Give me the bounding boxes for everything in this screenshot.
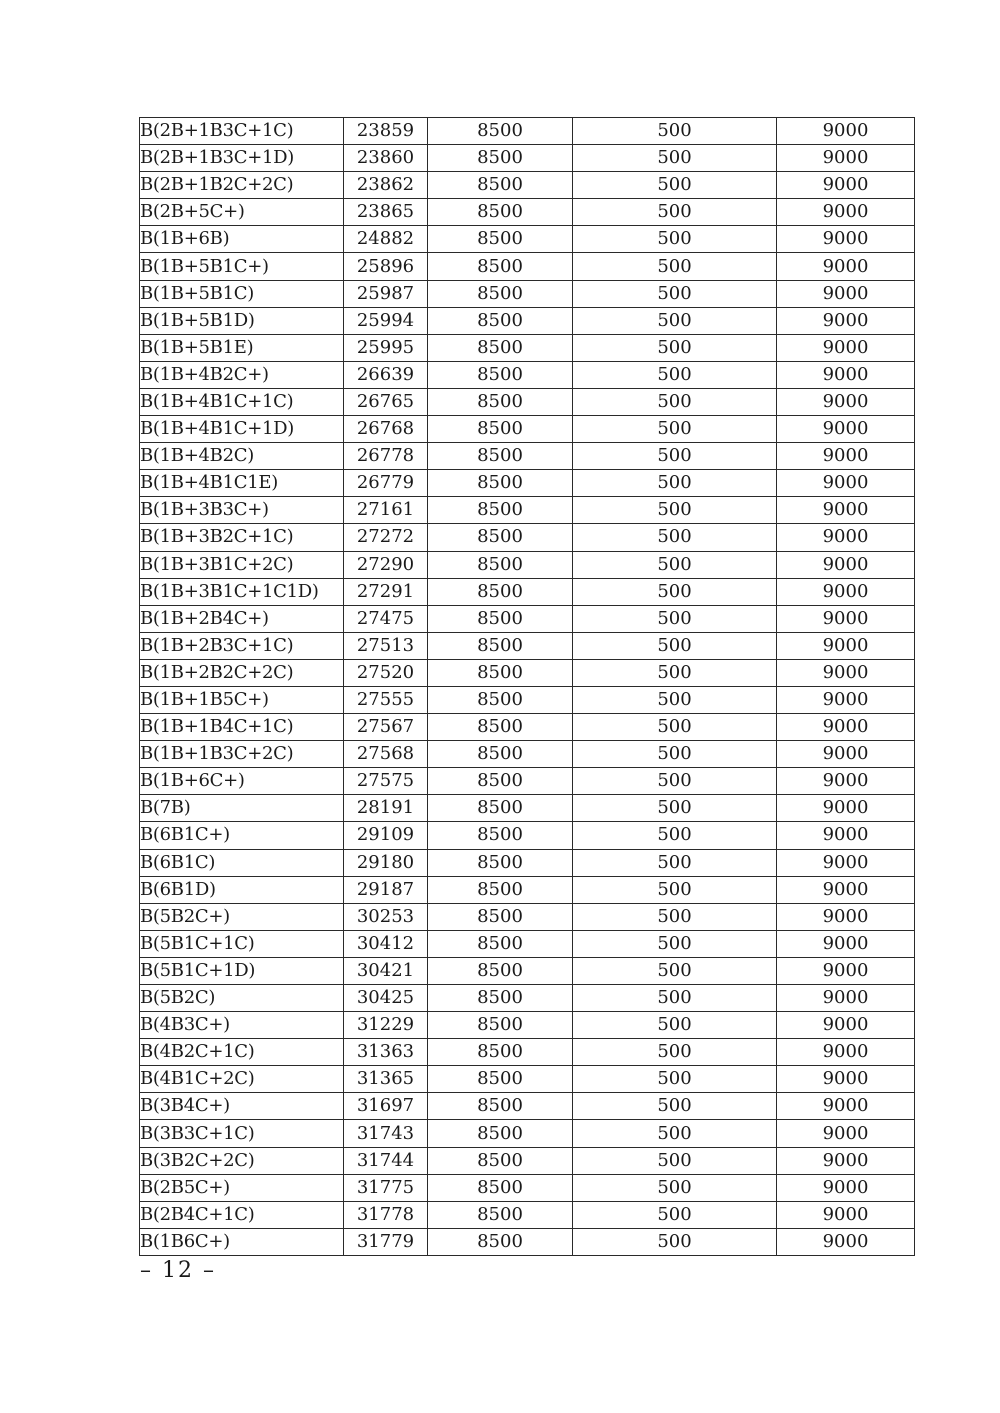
cell-value-b: 500 — [573, 280, 777, 307]
table-row — [140, 578, 915, 605]
cell-value-b: 500 — [573, 849, 777, 876]
table-row — [140, 632, 915, 659]
cell-id: 27161 — [344, 497, 428, 524]
cell-value-b: 500 — [573, 795, 777, 822]
cell-value-a: 8500 — [428, 1093, 573, 1120]
cell-code: B(7B) — [140, 795, 344, 822]
cell-code: B(1B+3B2C+1C) — [140, 524, 344, 551]
cell-value-b: 500 — [573, 1174, 777, 1201]
cell-value-c: 9000 — [777, 226, 915, 253]
cell-id: 27568 — [344, 741, 428, 768]
table-row — [140, 659, 915, 686]
cell-value-b: 500 — [573, 470, 777, 497]
table-row — [140, 768, 915, 795]
cell-value-c: 9000 — [777, 199, 915, 226]
table-row — [140, 443, 915, 470]
cell-value-b: 500 — [573, 172, 777, 199]
cell-id: 30425 — [344, 985, 428, 1012]
table-row — [140, 388, 915, 415]
cell-value-b: 500 — [573, 1012, 777, 1039]
cell-id: 25994 — [344, 307, 428, 334]
cell-value-c: 9000 — [777, 876, 915, 903]
cell-value-c: 9000 — [777, 388, 915, 415]
cell-code: B(4B3C+) — [140, 1012, 344, 1039]
cell-id: 31743 — [344, 1120, 428, 1147]
cell-code: B(3B3C+1C) — [140, 1120, 344, 1147]
cell-value-a: 8500 — [428, 1039, 573, 1066]
table-row — [140, 307, 915, 334]
cell-value-c: 9000 — [777, 605, 915, 632]
table-row — [140, 524, 915, 551]
cell-id: 25995 — [344, 334, 428, 361]
table-row — [140, 741, 915, 768]
table-row — [140, 1120, 915, 1147]
cell-code: B(6B1C) — [140, 849, 344, 876]
cell-code: B(5B1C+1D) — [140, 957, 344, 984]
cell-value-c: 9000 — [777, 551, 915, 578]
cell-value-a: 8500 — [428, 903, 573, 930]
cell-value-b: 500 — [573, 1228, 777, 1255]
cell-id: 29180 — [344, 849, 428, 876]
cell-value-c: 9000 — [777, 686, 915, 713]
cell-code: B(1B+1B4C+1C) — [140, 714, 344, 741]
cell-id: 31778 — [344, 1201, 428, 1228]
cell-code: B(1B+4B1C+1C) — [140, 388, 344, 415]
cell-code: B(2B4C+1C) — [140, 1201, 344, 1228]
cell-value-a: 8500 — [428, 334, 573, 361]
table-row — [140, 605, 915, 632]
cell-value-a: 8500 — [428, 551, 573, 578]
table-row — [140, 1066, 915, 1093]
cell-value-c: 9000 — [777, 1120, 915, 1147]
cell-value-c: 9000 — [777, 1147, 915, 1174]
table-row — [140, 1093, 915, 1120]
table-row — [140, 497, 915, 524]
table-row — [140, 1147, 915, 1174]
cell-code: B(2B5C+) — [140, 1174, 344, 1201]
cell-value-a: 8500 — [428, 876, 573, 903]
table-row — [140, 199, 915, 226]
cell-id: 26779 — [344, 470, 428, 497]
cell-id: 31229 — [344, 1012, 428, 1039]
cell-value-b: 500 — [573, 1120, 777, 1147]
cell-value-c: 9000 — [777, 659, 915, 686]
cell-id: 27567 — [344, 714, 428, 741]
table-row — [140, 226, 915, 253]
cell-code: B(1B+4B1C+1D) — [140, 416, 344, 443]
cell-value-b: 500 — [573, 199, 777, 226]
cell-value-b: 500 — [573, 1093, 777, 1120]
cell-value-c: 9000 — [777, 741, 915, 768]
cell-value-a: 8500 — [428, 1228, 573, 1255]
cell-id: 25987 — [344, 280, 428, 307]
table-row — [140, 118, 915, 145]
table-row — [140, 551, 915, 578]
cell-id: 31365 — [344, 1066, 428, 1093]
cell-value-b: 500 — [573, 334, 777, 361]
cell-value-a: 8500 — [428, 795, 573, 822]
table-row — [140, 686, 915, 713]
table-row — [140, 145, 915, 172]
cell-code: B(1B+4B2C+) — [140, 361, 344, 388]
cell-value-c: 9000 — [777, 1174, 915, 1201]
cell-value-b: 500 — [573, 957, 777, 984]
table-row — [140, 822, 915, 849]
cell-code: B(1B+5B1C+) — [140, 253, 344, 280]
cell-id: 27555 — [344, 686, 428, 713]
cell-code: B(1B+2B2C+2C) — [140, 659, 344, 686]
cell-id: 27272 — [344, 524, 428, 551]
cell-code: B(2B+1B3C+1D) — [140, 145, 344, 172]
cell-value-a: 8500 — [428, 578, 573, 605]
cell-value-c: 9000 — [777, 1228, 915, 1255]
cell-code: B(1B+3B1C+2C) — [140, 551, 344, 578]
cell-value-a: 8500 — [428, 416, 573, 443]
cell-value-a: 8500 — [428, 632, 573, 659]
cell-value-a: 8500 — [428, 524, 573, 551]
cell-value-a: 8500 — [428, 741, 573, 768]
table-row — [140, 334, 915, 361]
cell-id: 27291 — [344, 578, 428, 605]
cell-id: 30421 — [344, 957, 428, 984]
cell-code: B(1B+2B3C+1C) — [140, 632, 344, 659]
cell-code: B(1B+3B3C+) — [140, 497, 344, 524]
cell-value-b: 500 — [573, 632, 777, 659]
cell-value-c: 9000 — [777, 524, 915, 551]
cell-value-b: 500 — [573, 903, 777, 930]
table-row — [140, 1228, 915, 1255]
table-row — [140, 957, 915, 984]
cell-value-a: 8500 — [428, 118, 573, 145]
cell-id: 23862 — [344, 172, 428, 199]
cell-id: 27575 — [344, 768, 428, 795]
data-table — [139, 117, 915, 1256]
cell-value-c: 9000 — [777, 903, 915, 930]
cell-value-a: 8500 — [428, 849, 573, 876]
cell-value-b: 500 — [573, 1147, 777, 1174]
table-row — [140, 1201, 915, 1228]
cell-value-b: 500 — [573, 416, 777, 443]
table-row — [140, 795, 915, 822]
cell-value-a: 8500 — [428, 768, 573, 795]
cell-value-b: 500 — [573, 741, 777, 768]
cell-id: 27520 — [344, 659, 428, 686]
cell-code: B(5B2C) — [140, 985, 344, 1012]
cell-code: B(1B+3B1C+1C1D) — [140, 578, 344, 605]
cell-code: B(1B6C+) — [140, 1228, 344, 1255]
cell-value-c: 9000 — [777, 145, 915, 172]
table-row — [140, 253, 915, 280]
cell-value-c: 9000 — [777, 443, 915, 470]
cell-value-b: 500 — [573, 551, 777, 578]
cell-value-a: 8500 — [428, 172, 573, 199]
cell-value-a: 8500 — [428, 686, 573, 713]
cell-value-b: 500 — [573, 714, 777, 741]
cell-id: 30253 — [344, 903, 428, 930]
cell-value-b: 500 — [573, 253, 777, 280]
table-row — [140, 1174, 915, 1201]
cell-value-c: 9000 — [777, 768, 915, 795]
cell-value-b: 500 — [573, 497, 777, 524]
cell-value-c: 9000 — [777, 849, 915, 876]
table-row — [140, 1039, 915, 1066]
cell-value-c: 9000 — [777, 930, 915, 957]
cell-value-a: 8500 — [428, 280, 573, 307]
cell-value-a: 8500 — [428, 930, 573, 957]
cell-value-b: 500 — [573, 145, 777, 172]
table-row — [140, 903, 915, 930]
cell-value-a: 8500 — [428, 443, 573, 470]
cell-code: B(1B+1B3C+2C) — [140, 741, 344, 768]
cell-id: 29109 — [344, 822, 428, 849]
cell-value-b: 500 — [573, 524, 777, 551]
table-row — [140, 714, 915, 741]
cell-value-a: 8500 — [428, 470, 573, 497]
cell-value-c: 9000 — [777, 118, 915, 145]
cell-code: B(1B+5B1E) — [140, 334, 344, 361]
cell-value-a: 8500 — [428, 226, 573, 253]
page-number: – 12 – — [140, 1258, 216, 1283]
table-body — [140, 118, 915, 1256]
cell-value-c: 9000 — [777, 1093, 915, 1120]
cell-code: B(6B1C+) — [140, 822, 344, 849]
cell-value-b: 500 — [573, 605, 777, 632]
cell-code: B(2B+1B2C+2C) — [140, 172, 344, 199]
cell-value-a: 8500 — [428, 985, 573, 1012]
cell-value-c: 9000 — [777, 985, 915, 1012]
table-row — [140, 930, 915, 957]
cell-value-b: 500 — [573, 768, 777, 795]
cell-code: B(1B+1B5C+) — [140, 686, 344, 713]
cell-value-a: 8500 — [428, 361, 573, 388]
cell-value-b: 500 — [573, 118, 777, 145]
cell-value-c: 9000 — [777, 361, 915, 388]
cell-id: 27475 — [344, 605, 428, 632]
cell-value-c: 9000 — [777, 470, 915, 497]
cell-value-b: 500 — [573, 686, 777, 713]
cell-code: B(4B1C+2C) — [140, 1066, 344, 1093]
table-row — [140, 416, 915, 443]
cell-value-c: 9000 — [777, 172, 915, 199]
cell-id: 27513 — [344, 632, 428, 659]
cell-id: 27290 — [344, 551, 428, 578]
cell-code: B(2B+1B3C+1C) — [140, 118, 344, 145]
cell-value-c: 9000 — [777, 416, 915, 443]
cell-value-a: 8500 — [428, 714, 573, 741]
cell-value-a: 8500 — [428, 1174, 573, 1201]
cell-value-b: 500 — [573, 822, 777, 849]
cell-value-a: 8500 — [428, 1120, 573, 1147]
cell-value-c: 9000 — [777, 253, 915, 280]
cell-value-a: 8500 — [428, 605, 573, 632]
cell-value-a: 8500 — [428, 145, 573, 172]
cell-value-b: 500 — [573, 876, 777, 903]
cell-code: B(1B+6B) — [140, 226, 344, 253]
cell-id: 23859 — [344, 118, 428, 145]
cell-id: 26768 — [344, 416, 428, 443]
cell-value-c: 9000 — [777, 1012, 915, 1039]
cell-value-a: 8500 — [428, 497, 573, 524]
cell-code: B(1B+5B1D) — [140, 307, 344, 334]
cell-value-b: 500 — [573, 985, 777, 1012]
cell-id: 26765 — [344, 388, 428, 415]
cell-id: 31363 — [344, 1039, 428, 1066]
cell-code: B(1B+5B1C) — [140, 280, 344, 307]
table-row — [140, 876, 915, 903]
cell-value-c: 9000 — [777, 1201, 915, 1228]
cell-id: 31779 — [344, 1228, 428, 1255]
cell-id: 26639 — [344, 361, 428, 388]
cell-value-a: 8500 — [428, 1147, 573, 1174]
cell-code: B(1B+4B1C1E) — [140, 470, 344, 497]
cell-value-b: 500 — [573, 1201, 777, 1228]
cell-value-b: 500 — [573, 659, 777, 686]
cell-id: 29187 — [344, 876, 428, 903]
cell-value-a: 8500 — [428, 253, 573, 280]
cell-code: B(5B2C+) — [140, 903, 344, 930]
cell-value-c: 9000 — [777, 497, 915, 524]
table-row — [140, 172, 915, 199]
cell-code: B(5B1C+1C) — [140, 930, 344, 957]
table-row — [140, 280, 915, 307]
cell-id: 28191 — [344, 795, 428, 822]
cell-id: 31775 — [344, 1174, 428, 1201]
table-row — [140, 849, 915, 876]
cell-value-b: 500 — [573, 578, 777, 605]
cell-value-a: 8500 — [428, 659, 573, 686]
cell-value-c: 9000 — [777, 822, 915, 849]
cell-value-c: 9000 — [777, 795, 915, 822]
cell-code: B(2B+5C+) — [140, 199, 344, 226]
cell-value-c: 9000 — [777, 714, 915, 741]
cell-value-b: 500 — [573, 361, 777, 388]
cell-value-b: 500 — [573, 388, 777, 415]
cell-id: 31744 — [344, 1147, 428, 1174]
cell-id: 26778 — [344, 443, 428, 470]
table-row — [140, 985, 915, 1012]
cell-code: B(1B+6C+) — [140, 768, 344, 795]
cell-id: 25896 — [344, 253, 428, 280]
cell-id: 31697 — [344, 1093, 428, 1120]
cell-value-a: 8500 — [428, 199, 573, 226]
cell-value-c: 9000 — [777, 307, 915, 334]
cell-value-c: 9000 — [777, 957, 915, 984]
cell-value-c: 9000 — [777, 1039, 915, 1066]
cell-code: B(1B+4B2C) — [140, 443, 344, 470]
table-row — [140, 470, 915, 497]
cell-value-a: 8500 — [428, 822, 573, 849]
cell-value-b: 500 — [573, 226, 777, 253]
table-row — [140, 1012, 915, 1039]
cell-value-c: 9000 — [777, 632, 915, 659]
cell-value-a: 8500 — [428, 1012, 573, 1039]
cell-value-b: 500 — [573, 1039, 777, 1066]
cell-code: B(4B2C+1C) — [140, 1039, 344, 1066]
cell-value-c: 9000 — [777, 578, 915, 605]
cell-value-a: 8500 — [428, 307, 573, 334]
cell-value-a: 8500 — [428, 957, 573, 984]
cell-id: 30412 — [344, 930, 428, 957]
cell-code: B(3B4C+) — [140, 1093, 344, 1120]
cell-value-a: 8500 — [428, 388, 573, 415]
cell-id: 23865 — [344, 199, 428, 226]
cell-value-b: 500 — [573, 307, 777, 334]
cell-value-c: 9000 — [777, 1066, 915, 1093]
cell-id: 24882 — [344, 226, 428, 253]
cell-value-a: 8500 — [428, 1201, 573, 1228]
cell-code: B(1B+2B4C+) — [140, 605, 344, 632]
cell-code: B(6B1D) — [140, 876, 344, 903]
cell-code: B(3B2C+2C) — [140, 1147, 344, 1174]
cell-value-b: 500 — [573, 1066, 777, 1093]
cell-id: 23860 — [344, 145, 428, 172]
cell-value-c: 9000 — [777, 280, 915, 307]
cell-value-b: 500 — [573, 930, 777, 957]
cell-value-b: 500 — [573, 443, 777, 470]
cell-value-c: 9000 — [777, 334, 915, 361]
cell-value-a: 8500 — [428, 1066, 573, 1093]
table-row — [140, 361, 915, 388]
